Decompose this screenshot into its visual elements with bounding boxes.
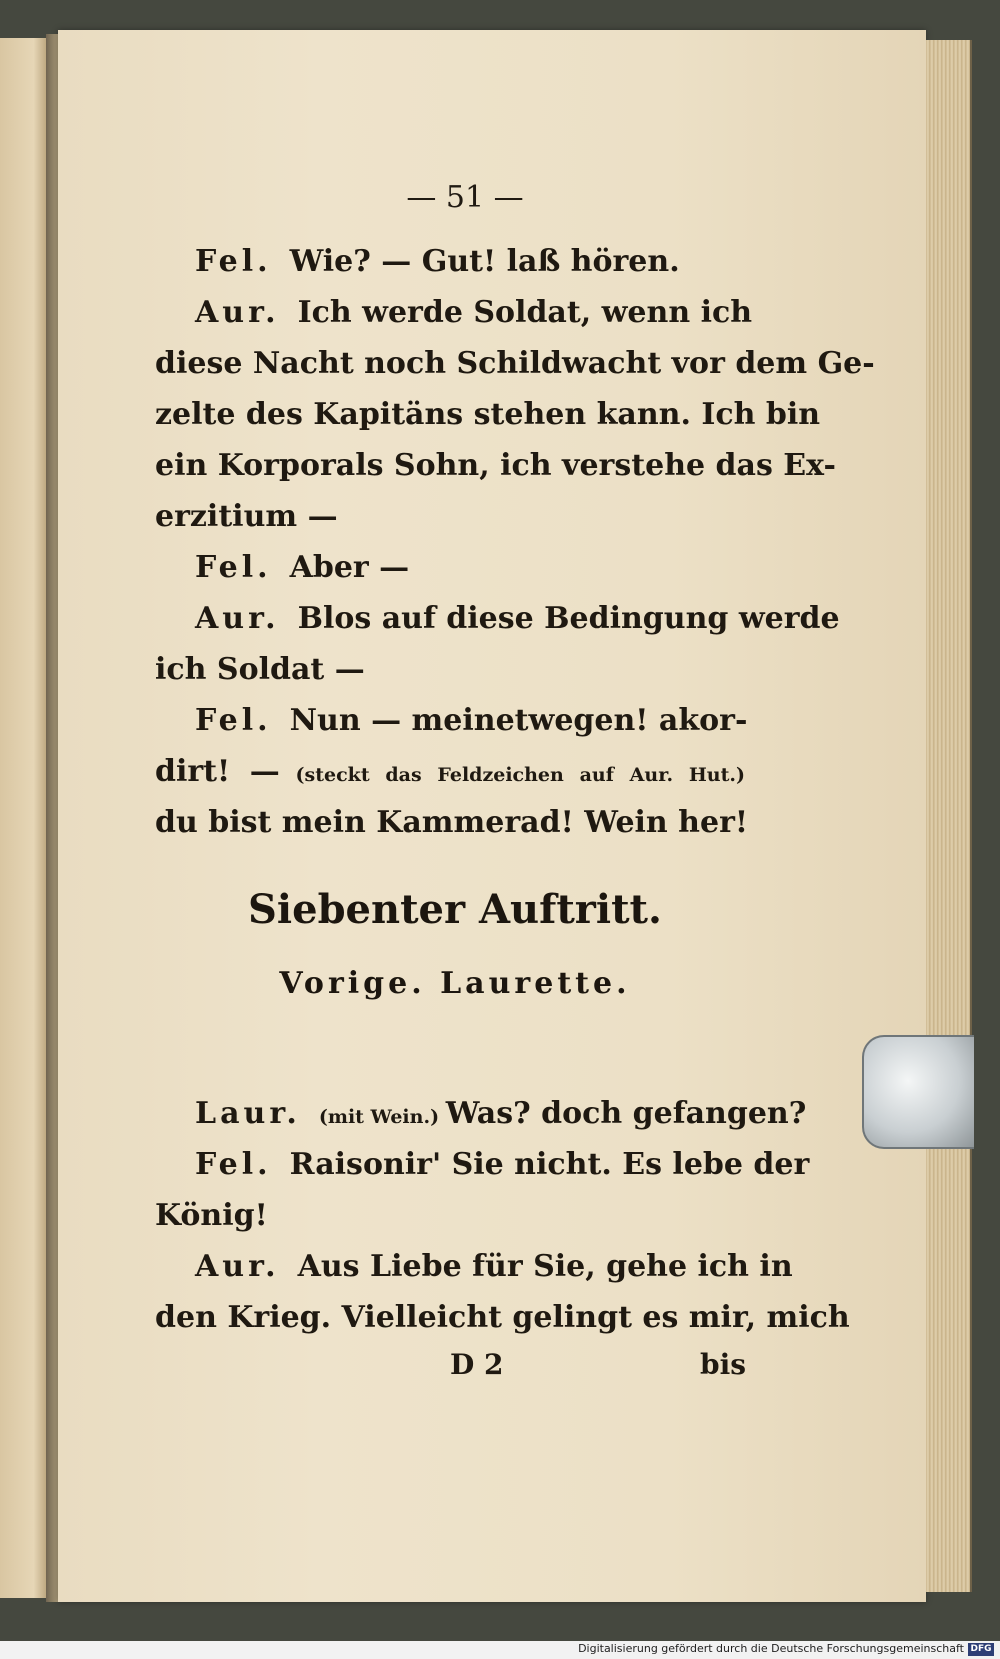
text-line bbox=[155, 440, 836, 492]
line-text: zelte des Kapitäns stehen kann. Ich bin bbox=[155, 397, 821, 432]
speaker-name: Laur. bbox=[195, 1096, 301, 1131]
line-text: ich Soldat — bbox=[155, 652, 365, 687]
text-line bbox=[155, 236, 745, 288]
text-line bbox=[155, 542, 745, 594]
line-text: Was? doch gefangen? bbox=[445, 1096, 807, 1131]
speaker-name: Aur. bbox=[195, 295, 280, 330]
text-line bbox=[155, 1139, 810, 1191]
catchword: bis bbox=[700, 1348, 746, 1381]
line-text: Aber — bbox=[289, 550, 410, 585]
stage-direction: (steckt das Feldzeichen auf Aur. Hut.) bbox=[279, 764, 745, 786]
speaker-name: Fel. bbox=[195, 1147, 272, 1182]
text-line bbox=[155, 389, 821, 441]
scene-heading: Siebenter Auftritt. bbox=[248, 886, 662, 933]
line-text: du bist mein Kammerad! Wein her! bbox=[155, 805, 749, 840]
text-line bbox=[155, 593, 840, 645]
signature-mark: D 2 bbox=[450, 1348, 504, 1381]
speaker-name: Fel. bbox=[195, 703, 272, 738]
line-text: Raisonir' Sie nicht. Es lebe der bbox=[289, 1147, 810, 1182]
stage-direction: (mit Wein.) bbox=[318, 1106, 446, 1128]
line-text: Wie? — Gut! laß hören. bbox=[289, 244, 680, 279]
line-text: König! bbox=[155, 1198, 268, 1233]
text-line bbox=[155, 695, 748, 747]
text-line bbox=[155, 1241, 793, 1293]
line-text: Blos auf diese Bedingung werde bbox=[297, 601, 840, 636]
dfg-logo: DFG bbox=[968, 1643, 994, 1656]
page-clip bbox=[862, 1035, 974, 1149]
left-page-edge bbox=[0, 38, 48, 1598]
text-line bbox=[155, 1088, 807, 1140]
text-line bbox=[155, 1190, 745, 1242]
page-edges bbox=[926, 40, 972, 1592]
scene-subheading: Vorige. Laurette. bbox=[279, 966, 631, 1001]
text-line bbox=[155, 1292, 850, 1344]
line-text: dirt! — bbox=[155, 754, 280, 789]
line-text: ein Korporals Sohn, ich verstehe das Ex- bbox=[155, 448, 836, 483]
line-text: Ich werde Soldat, wenn ich bbox=[297, 295, 753, 330]
line-text: Nun — meinetwegen! akor- bbox=[289, 703, 748, 738]
line-text: Aus Liebe für Sie, gehe ich in bbox=[297, 1249, 793, 1284]
text-line bbox=[155, 338, 875, 390]
speaker-name: Aur. bbox=[195, 601, 280, 636]
text-line bbox=[155, 644, 745, 696]
text-line bbox=[155, 287, 753, 339]
speaker-name: Fel. bbox=[195, 244, 272, 279]
line-text: erzitium — bbox=[155, 499, 338, 534]
text-line bbox=[155, 491, 745, 543]
text-line bbox=[155, 797, 749, 849]
line-text: diese Nacht noch Schildwacht vor dem Ge- bbox=[155, 346, 875, 381]
page-number: — 51 — bbox=[406, 180, 524, 215]
speaker-name: Aur. bbox=[195, 1249, 280, 1284]
line-text: den Krieg. Vielleicht gelingt es mir, mich bbox=[155, 1300, 850, 1335]
speaker-name: Fel. bbox=[195, 550, 272, 585]
text-line bbox=[155, 746, 745, 798]
footer-credit: Digitalisierung gefördert durch die Deutsche Forschungsgemeinschaft bbox=[578, 1642, 964, 1655]
